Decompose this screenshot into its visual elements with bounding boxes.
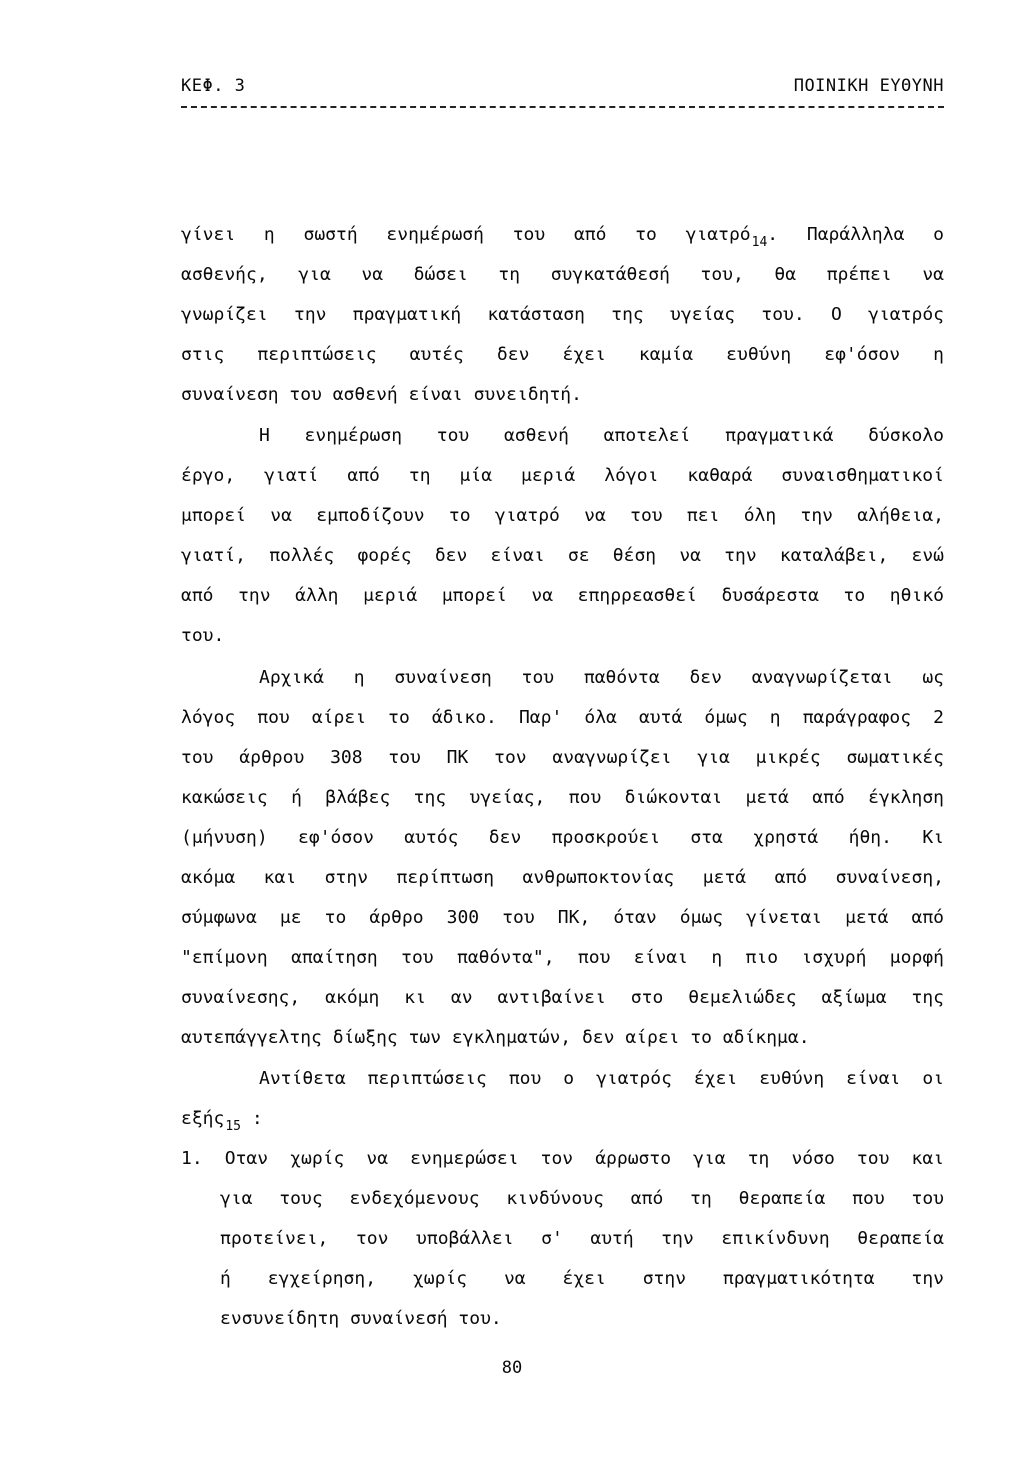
text-line: από την άλλη μεριά μπορεί να επηρρεασθεί δυσάρεστα το ηθικό bbox=[181, 585, 944, 606]
chapter-label: ΚΕΦ. 3 bbox=[181, 76, 246, 96]
list-item-text: ενσυνείδητη συναίνεσή του. bbox=[220, 1308, 502, 1329]
chapter-title: ΠΟΙΝΙΚΗ ΕΥΘΥΝΗ bbox=[793, 76, 944, 96]
text-line: έργο, γιατί από τη μία μεριά λόγοι καθαρά συναισθηματικοί bbox=[181, 465, 944, 486]
text-line: Αντίθετα περιπτώσεις που ο γιατρός έχει ευθύνη είναι οι bbox=[259, 1068, 944, 1089]
list-item-text: για τους ενδεχόμενους κινδύνους από τη θεραπεία που του bbox=[220, 1188, 944, 1209]
text-line: του. bbox=[181, 625, 225, 646]
text-line: γίνει η σωστή ενημέρωσή του από το γιατρό$_{14}$. Παράλληλα ο bbox=[181, 224, 944, 250]
text-line: κακώσεις ή βλάβες της υγείας, που διώκονται μετά από έγκληση bbox=[181, 787, 944, 808]
list-item-text: ή εγχείρηση, χωρίς να έχει στην πραγματικότητα την bbox=[220, 1268, 944, 1289]
footnote-ref: 14 bbox=[751, 235, 768, 250]
text-line: γνωρίζει την πραγματική κατάσταση της υγείας του. Ο γιατρός bbox=[181, 304, 944, 325]
text-line: ακόμα και στην περίπτωση ανθρωποκτονίας μετά από συναίνεση, bbox=[181, 867, 944, 888]
text-line: εξής$_{15}$ : bbox=[181, 1108, 263, 1134]
text-line: του άρθρου 308 του ΠΚ τον αναγνωρίζει για μικρές σωματικές bbox=[181, 747, 944, 768]
text-line: σύμφωνα με το άρθρο 300 του ΠΚ, όταν όμως γίνεται μετά από bbox=[181, 907, 944, 928]
text-line: Αρχικά η συναίνεση του παθόντα δεν αναγνωρίζεται ως bbox=[259, 667, 944, 688]
text-line: μπορεί να εμποδίζουν το γιατρό να του πει όλη την αλήθεια, bbox=[181, 505, 944, 526]
text-line: στις περιπτώσεις αυτές δεν έχει καμία ευθύνη εφ'όσον η bbox=[181, 344, 944, 365]
text-line: γιατί, πολλές φορές δεν είναι σε θέση να την καταλάβει, ενώ bbox=[181, 545, 944, 566]
running-header bbox=[181, 76, 944, 102]
list-item-text: προτείνει, τον υποβάλλει σ' αυτή την επικίνδυνη θεραπεία bbox=[220, 1228, 944, 1249]
page-number: 80 bbox=[501, 1358, 523, 1378]
list-item-text: 1. Οταν χωρίς να ενημερώσει τον άρρωστο για τη νόσο του και bbox=[181, 1148, 944, 1169]
footnote-ref: 15 bbox=[225, 1119, 242, 1134]
text-line: (μήνυση) εφ'όσον αυτός δεν προσκρούει στα χρηστά ήθη. Κι bbox=[181, 827, 944, 848]
text-line: συναίνεσης, ακόμη κι αν αντιβαίνει στο θεμελιώδες αξίωμα της bbox=[181, 987, 944, 1008]
text-line: λόγος που αίρει το άδικο. Παρ' όλα αυτά όμως η παράγραφος 2 bbox=[181, 707, 944, 728]
text-line: συναίνεση του ασθενή είναι συνειδητή. bbox=[181, 384, 582, 405]
text-line: "επίμονη απαίτηση του παθόντα", που είναι η πιο ισχυρή μορφή bbox=[181, 947, 944, 968]
header-divider bbox=[181, 106, 944, 108]
text-line: αυτεπάγγελτης δίωξης των εγκληματών, δεν αίρει το αδίκημα. bbox=[181, 1027, 810, 1048]
text-line: ασθενής, για να δώσει τη συγκατάθεσή του, θα πρέπει να bbox=[181, 264, 944, 285]
text-line: Η ενημέρωση του ασθενή αποτελεί πραγματικά δύσκολο bbox=[259, 425, 944, 446]
